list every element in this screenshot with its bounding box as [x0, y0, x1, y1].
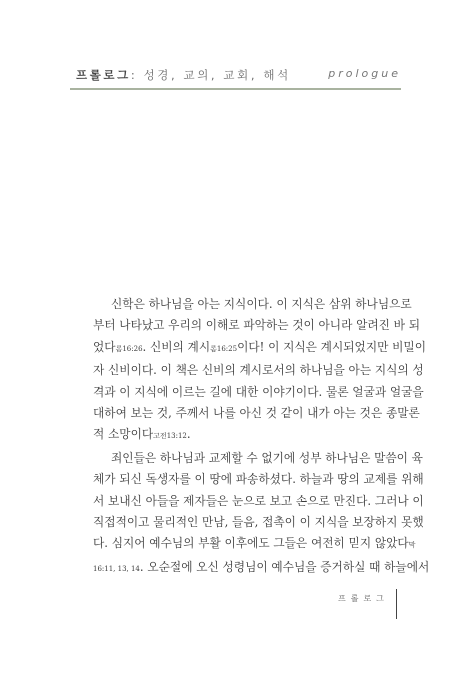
text-line — [93, 533, 416, 556]
scripture-reference: 고전13:12 — [153, 432, 187, 441]
text-span: 다. 심지어 예수님의 부활 이후에도 그들은 여전히 믿지 않았다 — [93, 536, 409, 551]
scripture-reference: 롬16:25 — [210, 344, 238, 353]
text-span: . 오순절에 오신 성령님이 예수님을 증거하실 때 하늘에서 — [139, 559, 430, 574]
text-span: . 신비의 계시 — [142, 339, 211, 354]
text-span: 었다 — [93, 339, 116, 354]
text-line: 신학은 하나님을 아는 지식이다. 이 지식은 삼위 하나님으로 — [111, 297, 412, 311]
english-title: prologue — [328, 67, 401, 80]
paragraph-2 — [93, 448, 430, 580]
running-header — [76, 67, 401, 85]
text-line: 부터 나타났고 우리의 이해로 파악하는 것이 아니라 알려진 바 되 — [93, 318, 420, 333]
text-line: 체가 되신 독생자를 이 땅에 파송하셨다. 하늘과 땅의 교제를 위해 — [93, 472, 424, 487]
text-span: 이다! 이 지식은 계시되었지만 비밀이 — [237, 339, 426, 354]
section-subtitle: : 성경, 교의, 교회, 해석 — [130, 68, 291, 82]
footer-divider — [396, 589, 397, 619]
section-label: 프롤로그 — [76, 68, 131, 82]
text-line: 대하여 보는 것, 주께서 나를 아신 것 같이 내가 아는 것은 종말론 — [93, 406, 420, 421]
scripture-reference: 막 — [408, 541, 416, 550]
text-line: 격과 이 지식에 이르는 길에 대한 이야기이다. 물론 얼굴과 얼굴을 — [93, 384, 424, 399]
text-span: 적 소망이다 — [93, 427, 154, 442]
text-span: . — [186, 427, 191, 442]
text-line — [93, 337, 426, 360]
text-line: 자 신비이다. 이 책은 신비의 계시로서의 하나님을 아는 지식의 성 — [93, 363, 424, 378]
chapter-heading — [76, 67, 291, 83]
text-line — [93, 424, 401, 447]
scripture-reference: 16:11, 13, 14 — [93, 564, 140, 573]
text-line — [93, 557, 430, 580]
text-line: 직접적이고 물리적인 만남, 들음, 접촉이 이 지식을 보장하지 못했 — [93, 515, 424, 530]
paragraph-1 — [93, 294, 426, 448]
body-text — [93, 294, 430, 580]
text-line: 죄인들은 하나님과 교제할 수 없기에 성부 하나님은 말씀이 육 — [111, 450, 423, 465]
text-line: 서 보내신 아들을 제자들은 눈으로 보고 손으로 만진다. 그러나 이 — [93, 493, 424, 508]
scripture-reference: 롬16:26 — [115, 344, 143, 353]
header-divider — [70, 88, 401, 90]
running-footer-title: 프롤로그 — [338, 594, 389, 603]
